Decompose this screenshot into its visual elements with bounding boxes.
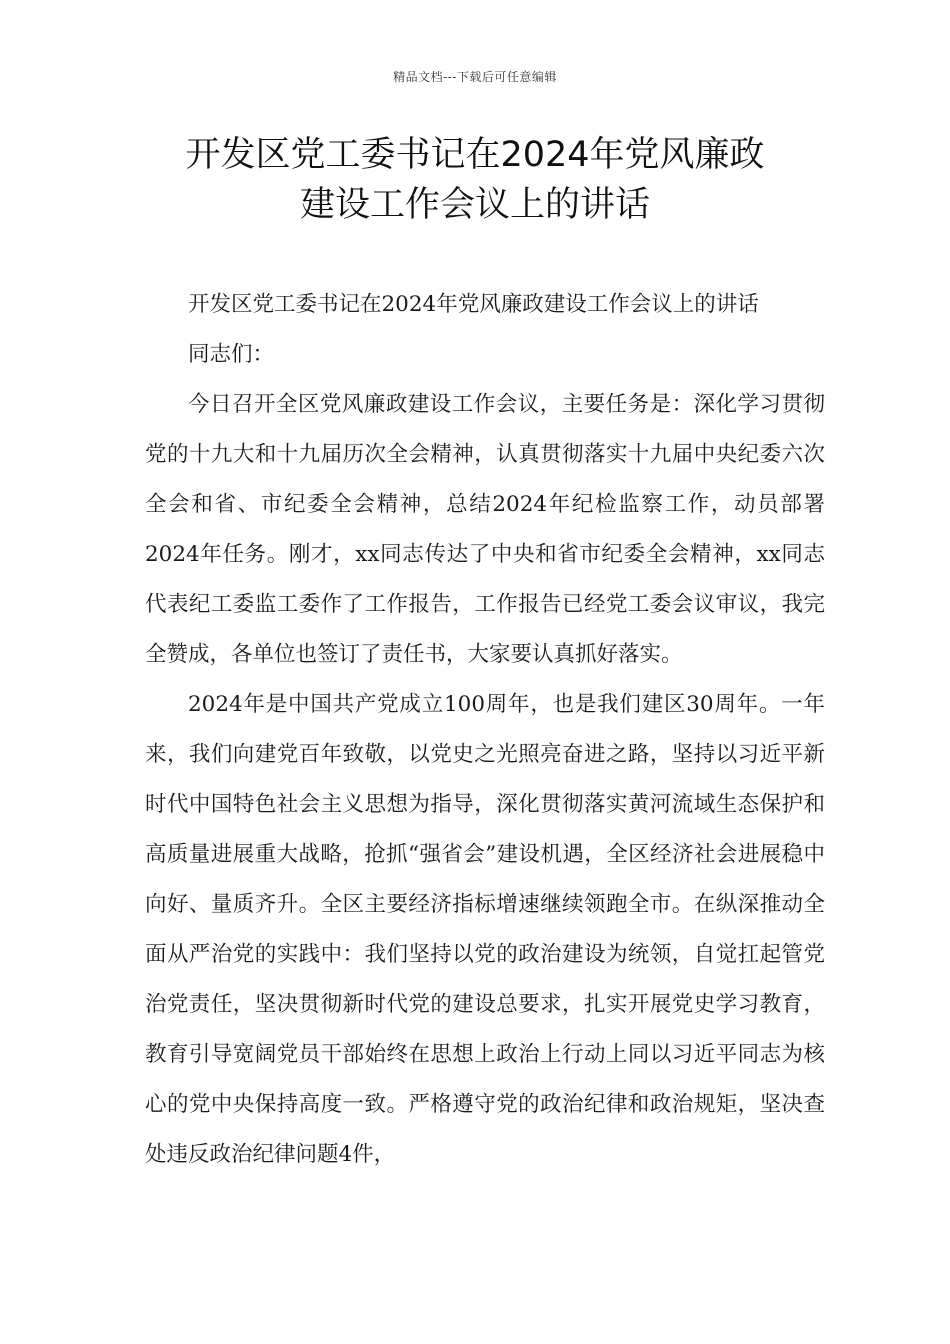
paragraph-subtitle: 开发区党工委书记在2024年党风廉政建设工作会议上的讲话 [188,292,759,317]
document-body [145,280,825,1180]
paragraph-review: 2024年是中国共产党成立100周年，也是我们建区30周年。一年来，我们向建党百年致敬，以党史之光照亮奋进之路，坚持以习近平新时代中国特色社会主义思想为指导，深化贯彻落实黄河流域生态保护和高质量进展重大战略，抢抓“强省会”建设机遇，全区经济社会进展稳中向好、量质齐升。全区主要经济指标增速继续领跑全市。在纵深推动全面从严治党的实践中：我们坚持以党的政治建设为统领，自觉扛起管党治党责任，坚决贯彻新时代党的建设总要求，扎实开展党史学习教育，教育引导宽阔党员干部始终在思想上政治上行动上同以习近平同志为核心的党中央保持高度一致。严格遵守党的政治纪律和政治规矩，坚决查处违反政治纪律问题4件， [145,692,825,1167]
header-note: 精品文档---下载后可任意编辑 [393,70,557,84]
title-line-2: 建设工作会议上的讲话 [299,185,650,225]
title-line-1: 开发区党工委书记在2024年党风廉政 [185,135,765,175]
paragraph-salutation: 同志们： [188,342,275,367]
document-title [110,130,840,230]
paragraph-intro: 今日召开全区党风廉政建设工作会议，主要任务是：深化学习贯彻党的十九大和十九届历次全会精神，认真贯彻落实十九届中央纪委六次全会和省、市纪委全会精神，总结2024年纪检监察工作，动员部署2024年任务。刚才，xx同志传达了中央和省市纪委全会精神，xx同志代表纪工委监工委作了工作报告，工作报告已经党工委会议审议，我完全赞成，各单位也签订了责任书，大家要认真抓好落实。 [145,392,825,667]
